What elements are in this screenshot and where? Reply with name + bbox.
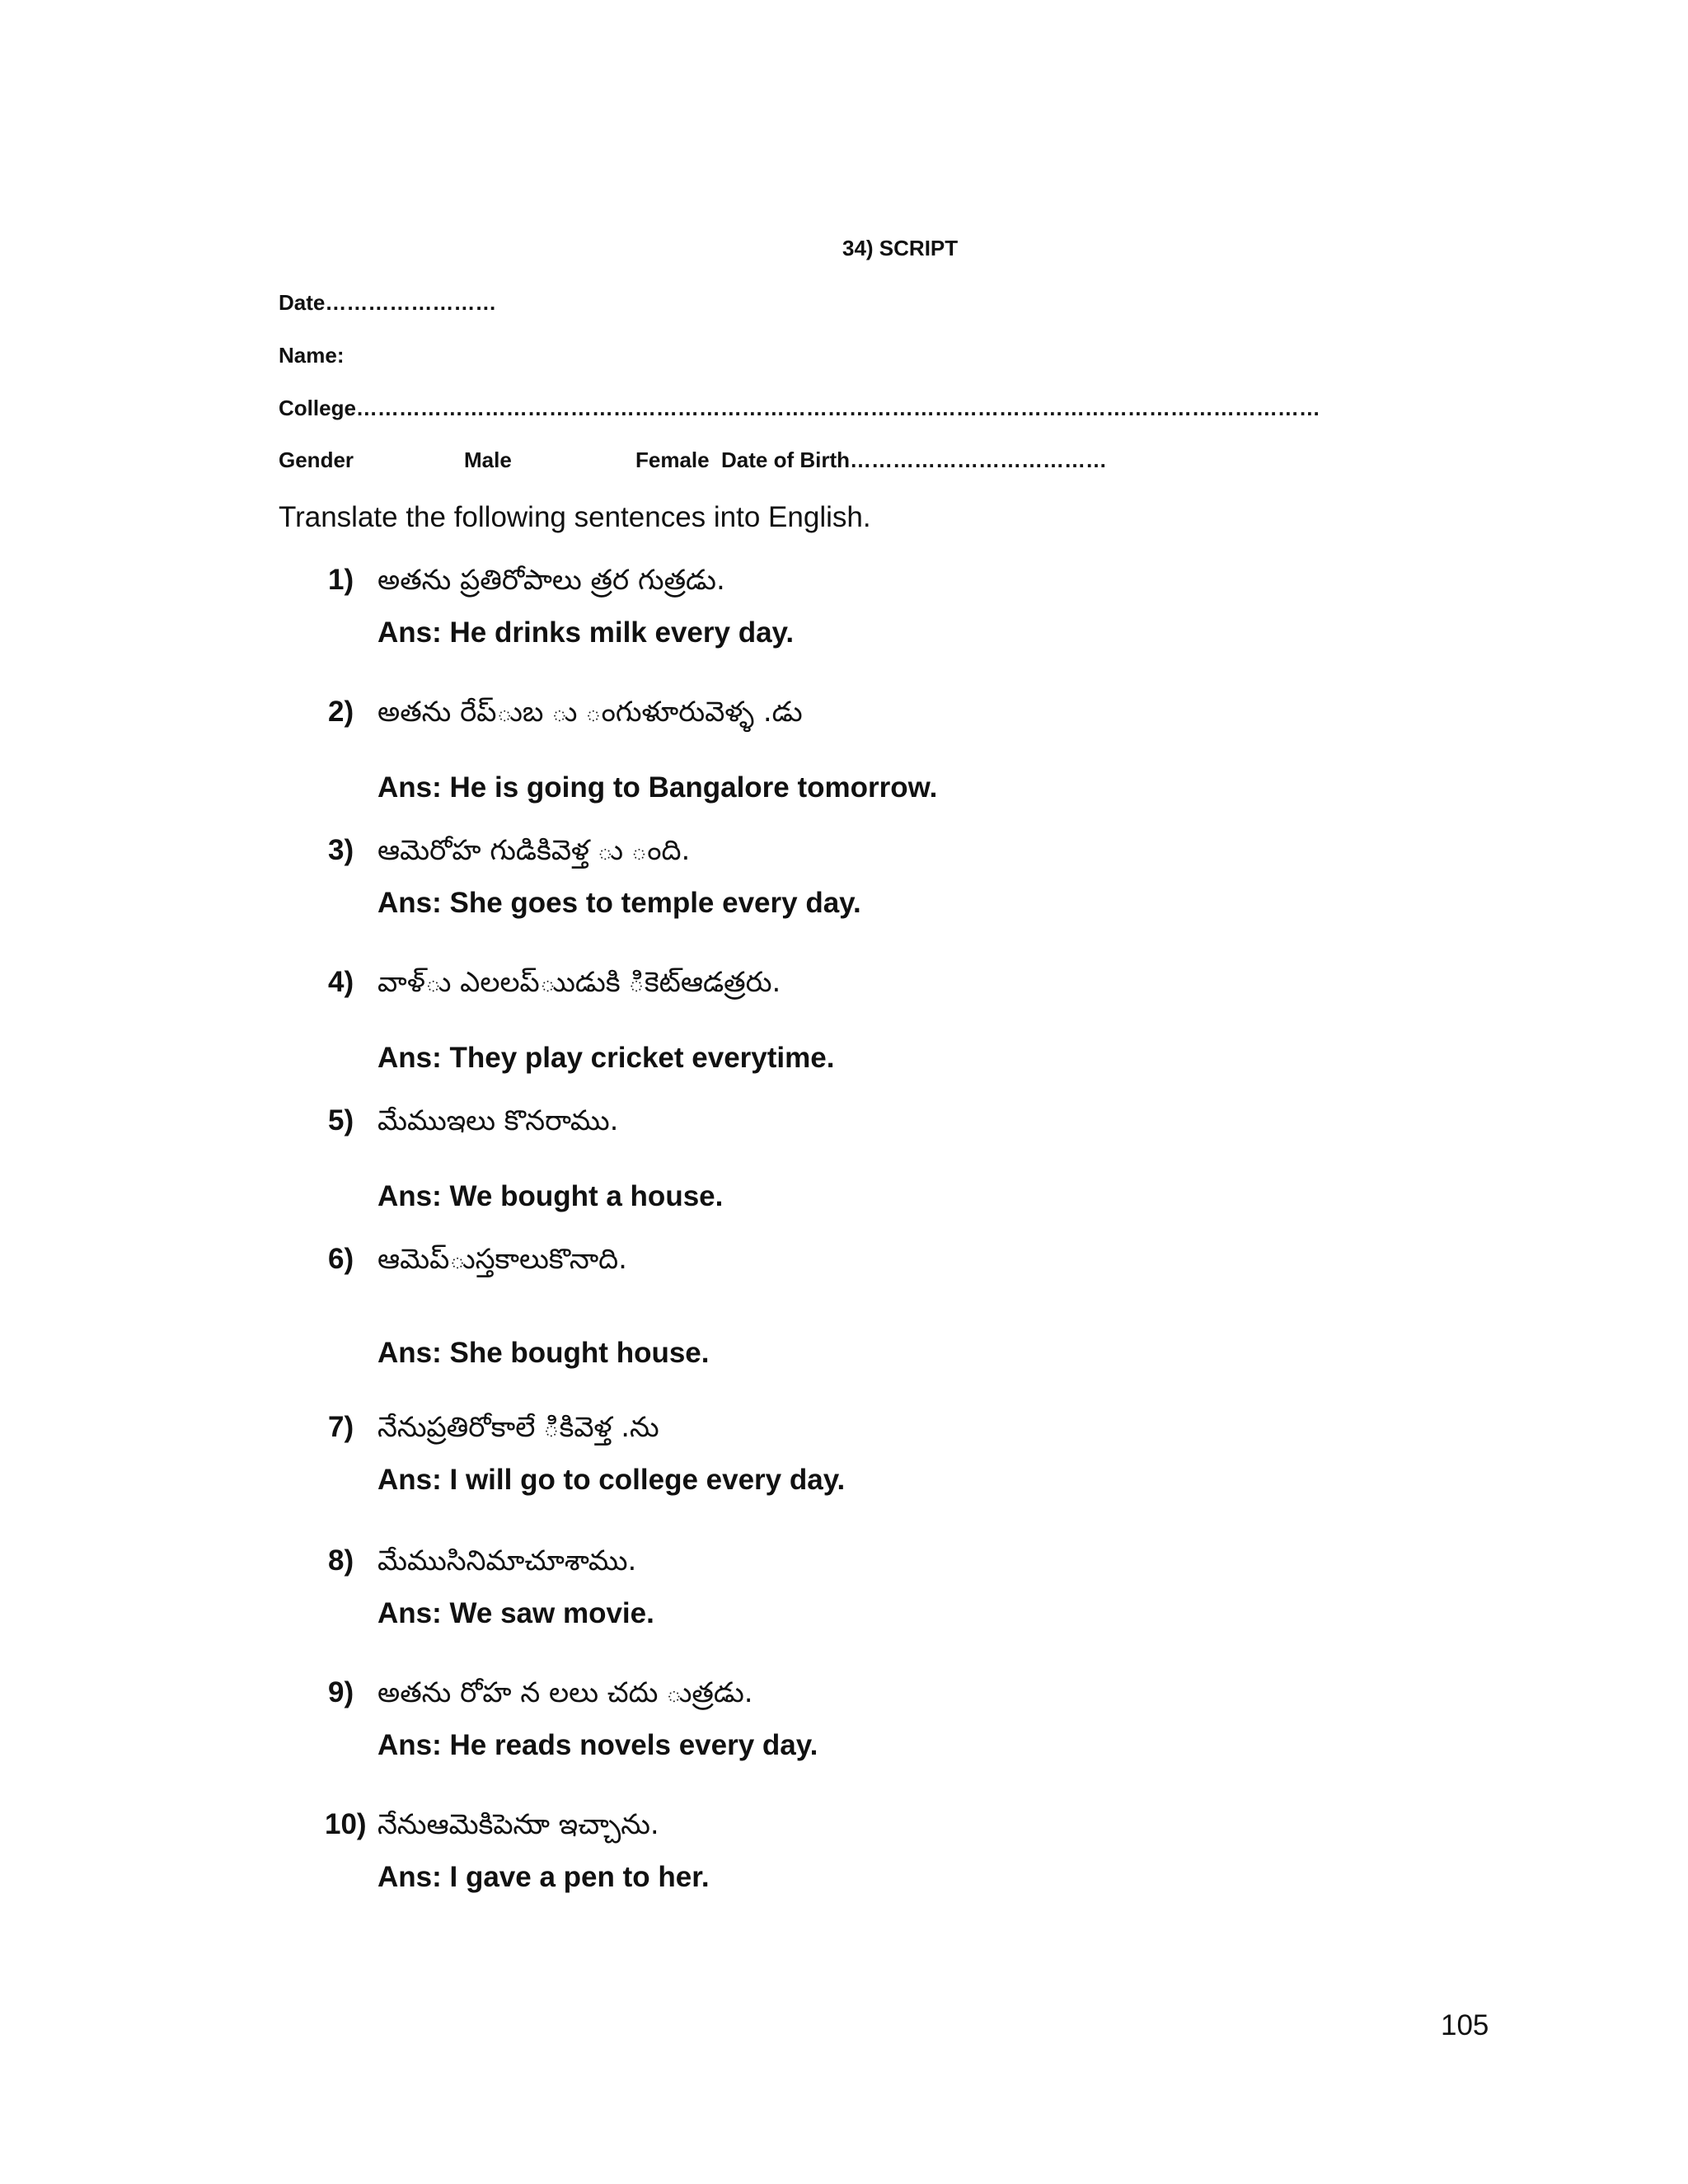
answer-text: Ans: He drinks milk every day. [377,616,795,649]
date-of-birth-label: Date of Birth……………………………… [721,448,1107,472]
item-number: 7) [328,1411,354,1443]
gender-label: Gender [279,448,354,472]
item-number: 5) [328,1104,354,1137]
instruction-text: Translate the following sentences into English. [279,501,871,533]
telugu-sentence: వాళ్ు ఎలలప్ుుడుకి ికెట్ఆడత్రరు. [377,966,781,999]
list-item [0,966,1688,1074]
answer-text: Ans: He is going to Bangalore tomorrow. [377,771,938,804]
list-item [0,564,1688,649]
telugu-sentence: మేముసినిమాచూశాము. [377,1544,637,1577]
date-field-label: Date…………………… [279,290,497,315]
item-number: 1) [328,564,354,596]
item-number: 2) [328,696,354,728]
item-number: 4) [328,966,354,998]
gender-male-label: Male [464,448,512,472]
answer-text: Ans: We saw movie. [377,1597,654,1629]
list-item [0,1808,1688,1893]
college-field-label: College……………………………………………………………………………………………………………………… [279,396,1320,420]
list-item [0,1544,1688,1629]
telugu-sentence: అతను రేప్ుబ ు ంగుళూరువెళ్ళ .డు [377,696,803,729]
answer-text: Ans: I gave a pen to her. [377,1861,710,1893]
gender-female-label: Female [635,448,710,472]
answer-text: Ans: He reads novels every day. [377,1729,818,1761]
answer-text: Ans: They play cricket everytime. [377,1042,835,1074]
list-item [0,834,1688,919]
list-item [0,1243,1688,1369]
list-item [0,1676,1688,1761]
item-number: 9) [328,1676,354,1708]
telugu-sentence: నేనుప్రతిరోకాలే ికివెళ్త .ను [377,1411,659,1444]
list-item [0,1411,1688,1496]
telugu-sentence: ఆమెప్ుస్తకాలుకొనాది. [377,1243,627,1276]
list-item [0,1104,1688,1212]
telugu-sentence: నేనుఆమెకిపెనుా ఇచ్చాను. [377,1808,659,1841]
name-field-label: Name: [279,343,345,368]
answer-text: Ans: She bought house. [377,1337,710,1369]
telugu-sentence: ఆమెరోహ గుడికివెళ్త ు ంది. [377,834,691,867]
answer-text: Ans: She goes to temple every day. [377,887,861,919]
item-number: 3) [328,834,354,866]
telugu-sentence: మేముఇలు కొనరాము. [377,1104,619,1137]
page-number: 105 [1441,2009,1489,2041]
page-title: 34) SCRIPT [842,236,959,260]
item-number: 6) [328,1243,354,1275]
item-number: 8) [328,1544,354,1577]
answer-text: Ans: I will go to college every day. [377,1464,846,1496]
answer-text: Ans: We bought a house. [377,1180,724,1212]
telugu-sentence: అతను రోహ న లలు చదు ుత్రడు. [377,1676,753,1709]
telugu-sentence: అతను ప్రతిరోపాలు త్రర గుత్రడు. [377,564,725,597]
item-number: 10) [325,1808,367,1840]
